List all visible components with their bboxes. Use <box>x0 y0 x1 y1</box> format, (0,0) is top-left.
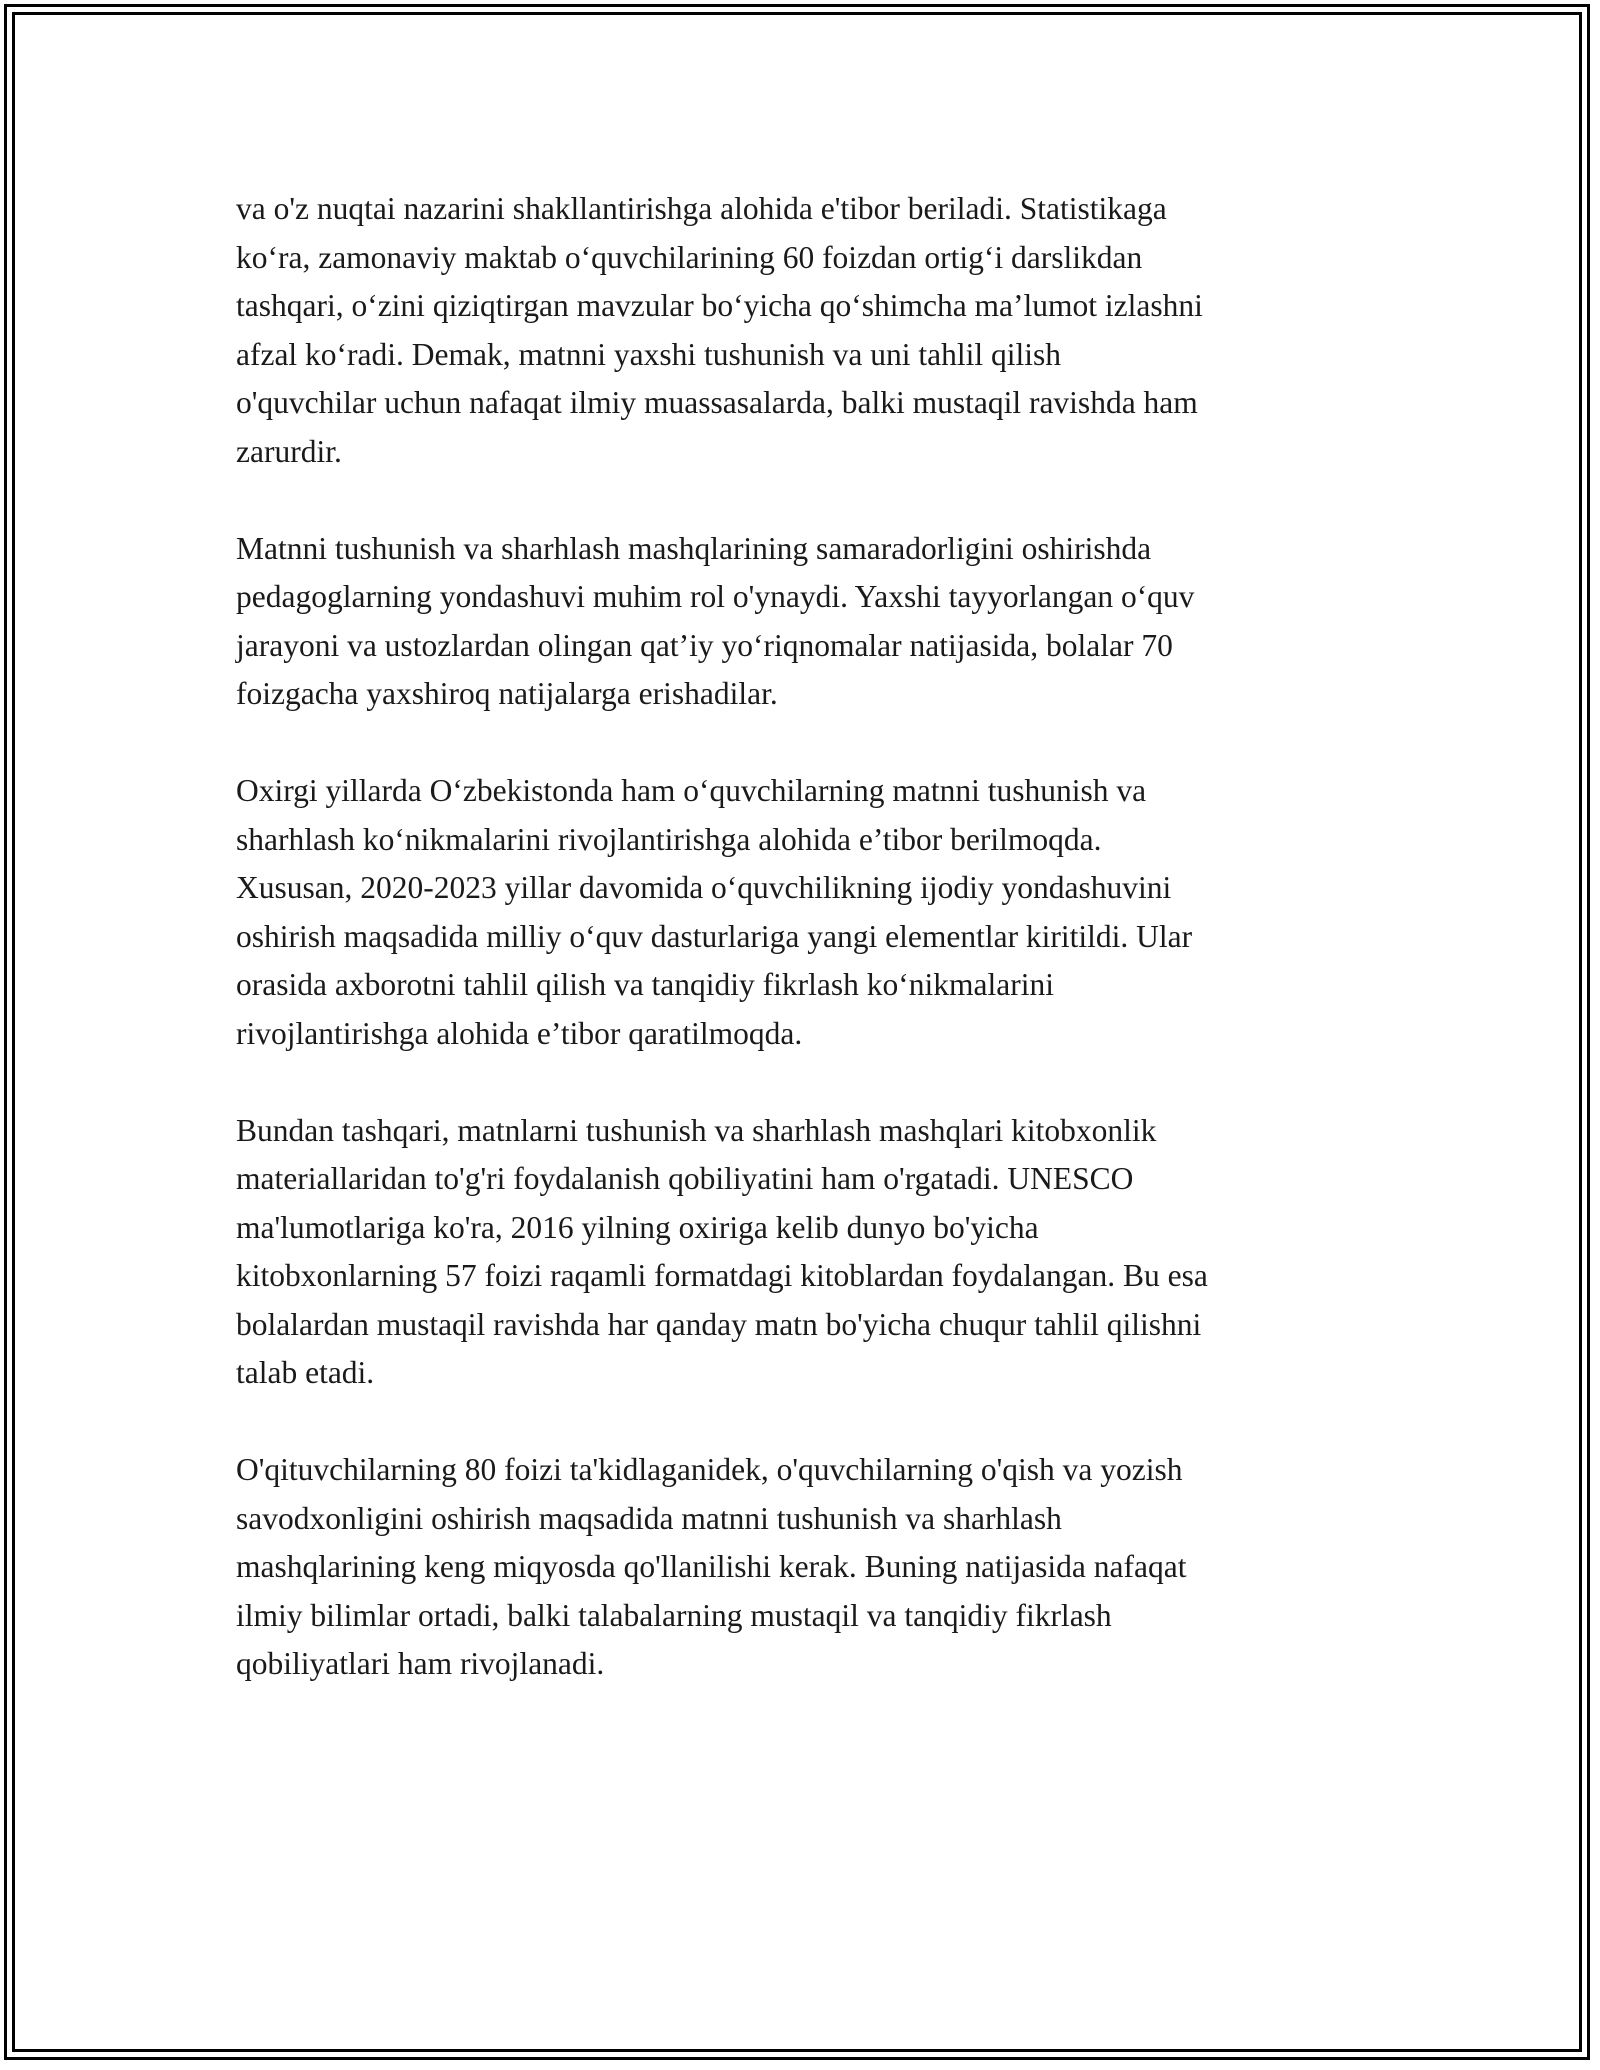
paragraph: Matnni tushunish va sharhlash mashqlarining samaradorligini oshirishda pedagoglarning yondashuvi muhim rol o'ynaydi. Yaxshi tayyorlangan o‘quv jarayoni va ustozlardan olingan qat’iy yo‘riqnomalar natijasida, bolalar 70 foizgacha yaxshiroq natijalarga erishadilar. <box>236 530 1195 711</box>
paragraph: O'qituvchilarning 80 foizi ta'kidlaganidek, o'quvchilarning o'qish va yozish savodxonligini oshirish maqsadida matnni tushunish va sharhlash mashqlarining keng miqyosda qo'llanilishi kerak. Buning natijasida nafaqat ilmiy bilimlar ortadi, balki talabalarning mustaqil va tanqidiy fikrlash qobiliyatlari ham rivojlanadi. <box>236 1452 1187 1681</box>
document-body <box>236 185 1386 1737</box>
paragraph: va o'z nuqtai nazarini shakllantirishga alohida e'tibor beriladi. Statistikaga ko‘ra, zamonaviy maktab o‘quvchilarining 60 foizdan ortig‘i darslikdan tashqari, o‘zini qiziqtirgan mavzular bo‘yicha qo‘shimcha ma’lumot izlashni afzal ko‘radi. Demak, matnni yaxshi tushunish va uni tahlil qilish o'quvchilar uchun nafaqat ilmiy muassasalarda, balki mustaqil ravishda ham zarurdir. <box>236 191 1203 469</box>
paragraph: Oxirgi yillarda O‘zbekistonda ham o‘quvchilarning matnni tushunish va sharhlash ko‘nikmalarini rivojlantirishga alohida e’tibor berilmoqda. Xususan, 2020-2023 yillar davomida o‘quvchilikning ijodiy yondashuvini oshirish maqsadida milliy o‘quv dasturlariga yangi elementlar kiritildi. Ular orasida axborotni tahlil qilish va tanqidiy fikrlash ko‘nikmalarini rivojlantirishga alohida e’tibor qaratilmoqda. <box>236 773 1193 1051</box>
paragraph: Bundan tashqari, matnlarni tushunish va sharhlash mashqlari kitobxonlik materiallaridan to'g'ri foydalanish qobiliyatini ham o'rgatadi. UNESCO ma'lumotlariga ko'ra, 2016 yilning oxiriga kelib dunyo bo'yicha kitobxonlarning 57 foizi raqamli formatdagi kitoblardan foydalangan. Bu esa bolalardan mustaqil ravishda har qanday matn bo'yicha chuqur tahlil qilishni talab etadi. <box>236 1112 1208 1390</box>
